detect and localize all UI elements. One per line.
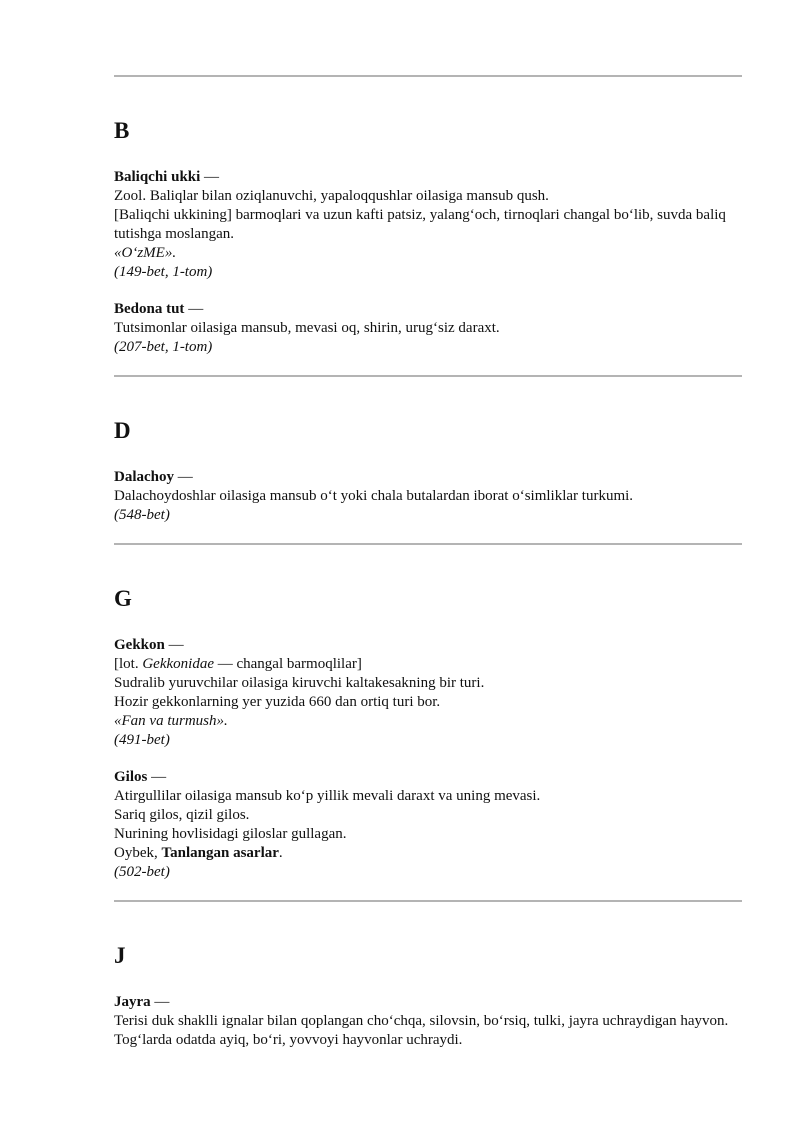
etym-term: Gekkonidae [142, 656, 214, 672]
entry-jayra [114, 993, 742, 1050]
entry-head [114, 993, 742, 1012]
headword: Dalachoy [114, 469, 174, 485]
etym-open: [lot. [114, 656, 143, 672]
entry-gilos [114, 768, 742, 882]
section-j [114, 942, 742, 1050]
page-ref: (548-bet) [114, 507, 170, 523]
definition: Terisi duk shaklli ignalar bilan qoplangan cho‘chqa, silovsin, bo‘rsiq, tulki, jayra uchraydigan hayvon. [114, 1013, 729, 1029]
section-letter: B [114, 118, 130, 143]
example: [Baliqchi ukkining] barmoqlari va uzun kafti patsiz, yalang‘och, tirnoqlari changal bo‘lib, suvda baliq tutishga moslangan. [114, 207, 726, 242]
example: Nurining hovlisidagi giloslar gullagan. [114, 826, 347, 842]
entry-head [114, 768, 742, 787]
headword: Gekkon [114, 637, 165, 653]
dictionary-page [114, 75, 742, 1050]
page-ref: (502-bet) [114, 864, 170, 880]
section-g [114, 585, 742, 900]
entry-head [114, 636, 742, 655]
section-letter: D [114, 418, 131, 443]
source: «Fan va turmush». [114, 713, 228, 729]
section-divider [114, 375, 742, 377]
definition: Zool. Baliqlar bilan oziqlanuvchi, yapaloqqushlar oilasiga mansub qush. [114, 188, 549, 204]
citation-end: . [278, 845, 283, 861]
definition: Tutsimonlar oilasiga mansub, mevasi oq, shirin, urug‘siz daraxt. [114, 320, 500, 336]
dash: — [184, 301, 204, 317]
headword: Gilos [114, 769, 148, 785]
section-d [114, 417, 742, 543]
page-ref: (491-bet) [114, 732, 170, 748]
entry-head [114, 300, 742, 319]
dash: — [164, 637, 184, 653]
dash: — [200, 169, 220, 185]
dash: — [150, 994, 170, 1010]
citation [114, 844, 742, 863]
source: «O‘zME». [114, 245, 177, 261]
etymology [114, 655, 742, 674]
example: Sariq gilos, qizil gilos. [114, 807, 250, 823]
entry-bedona-tut [114, 300, 742, 357]
entry-head [114, 468, 742, 487]
dash: — [147, 769, 167, 785]
page-ref: (207-bet, 1-tom) [114, 339, 213, 355]
page-ref: (149-bet, 1-tom) [114, 264, 213, 280]
definition: Dalachoydoshlar oilasiga mansub o‘t yoki chala butalardan iborat o‘simliklar turkumi. [114, 488, 634, 504]
entry-baliqchi-ukki [114, 168, 742, 282]
section-b [114, 117, 742, 375]
entry-head [114, 168, 742, 187]
entry-dalachoy [114, 468, 742, 525]
definition: Sudralib yuruvchilar oilasiga kiruvchi kaltakesakning bir turi. [114, 675, 485, 691]
entry-gekkon [114, 636, 742, 750]
citation-work: Tanlangan asarlar [161, 845, 279, 861]
citation-author: Oybek, [114, 845, 162, 861]
headword: Baliqchi ukki [114, 169, 201, 185]
section-letter: G [114, 586, 132, 611]
headword: Bedona tut [114, 301, 185, 317]
headword: Jayra [114, 994, 151, 1010]
section-divider [114, 75, 742, 77]
section-letter: J [114, 943, 126, 968]
example: Tog‘larda odatda ayiq, bo‘ri, yovvoyi hayvonlar uchraydi. [114, 1032, 463, 1048]
definition: Atirgullilar oilasiga mansub ko‘p yillik mevali daraxt va uning mevasi. [114, 788, 541, 804]
example: Hozir gekkonlarning yer yuzida 660 dan ortiq turi bor. [114, 694, 441, 710]
section-divider [114, 900, 742, 902]
etym-close: — changal barmoqlilar] [213, 656, 362, 672]
section-divider [114, 543, 742, 545]
dash: — [174, 469, 193, 485]
